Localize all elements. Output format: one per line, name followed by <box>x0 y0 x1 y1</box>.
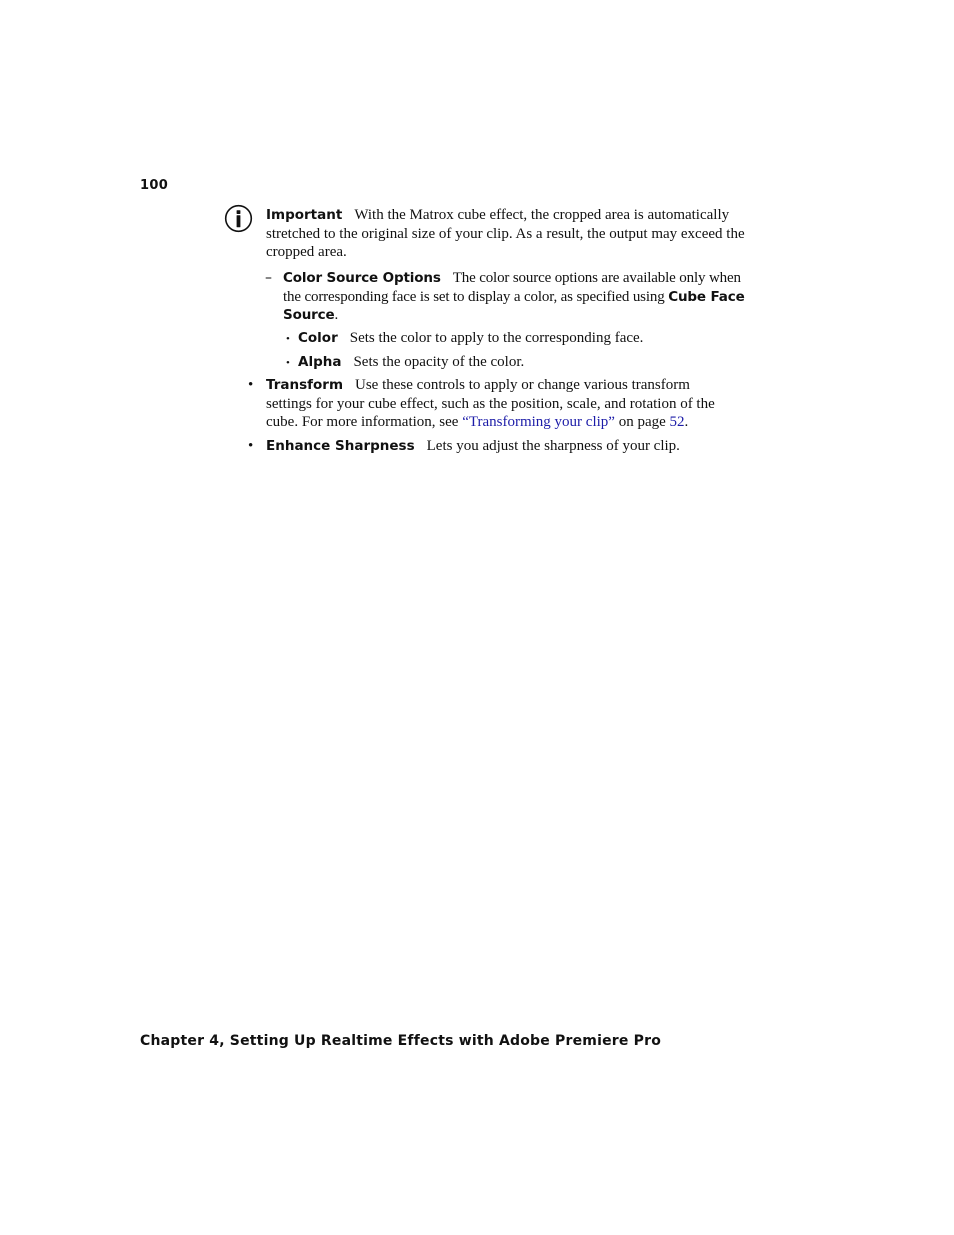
transform-item <box>266 376 738 432</box>
important-label: Important <box>266 207 343 223</box>
color-item <box>298 329 738 348</box>
transform-label: Transform <box>266 377 344 393</box>
info-icon <box>224 204 253 233</box>
transform-text: Use these controls to apply or change various transform settings for your cube effect, such as the position, scale, and rotation of the cube. For more information, see <box>266 377 715 431</box>
cube-face-source-ref: Cube Face Source <box>283 288 745 324</box>
color-source-options-end: . <box>334 307 339 324</box>
bullet-marker: • <box>286 357 290 369</box>
transform-end: . <box>684 414 689 431</box>
alpha-label: Alpha <box>298 354 342 370</box>
bullet-marker: • <box>286 333 290 345</box>
transforming-your-clip-link[interactable]: “Transforming your clip” <box>462 414 615 431</box>
color-source-options-text: The color source options are available only when the corresponding face is set to display a color, as specified using <box>283 270 741 305</box>
important-text: With the Matrox cube effect, the cropped area is automatically stretched to the original size of your clip. As a result, the output may exceed the cropped area. <box>266 207 745 261</box>
alpha-item <box>298 353 738 372</box>
color-label: Color <box>298 330 338 346</box>
important-note <box>266 206 746 262</box>
enhance-sharpness-label: Enhance Sharpness <box>266 438 415 454</box>
color-source-options-label: Color Source Options <box>283 270 441 286</box>
alpha-text: Sets the opacity of the color. <box>353 354 525 370</box>
chapter-footer: Chapter 4, Setting Up Realtime Effects with Adobe Premiere Pro <box>140 1033 662 1049</box>
transform-mid: on page <box>618 414 666 431</box>
color-text: Sets the color to apply to the corresponding face. <box>349 330 644 346</box>
bullet-marker: • <box>248 438 254 454</box>
page-52-link[interactable]: 52 <box>669 414 685 431</box>
color-source-options-item <box>283 269 747 325</box>
enhance-sharpness-item <box>266 437 746 456</box>
page-number: 100 <box>140 178 169 193</box>
dash-marker: – <box>265 270 272 286</box>
enhance-sharpness-text: Lets you adjust the sharpness of your clip. <box>426 438 680 454</box>
bullet-marker: • <box>248 377 254 393</box>
